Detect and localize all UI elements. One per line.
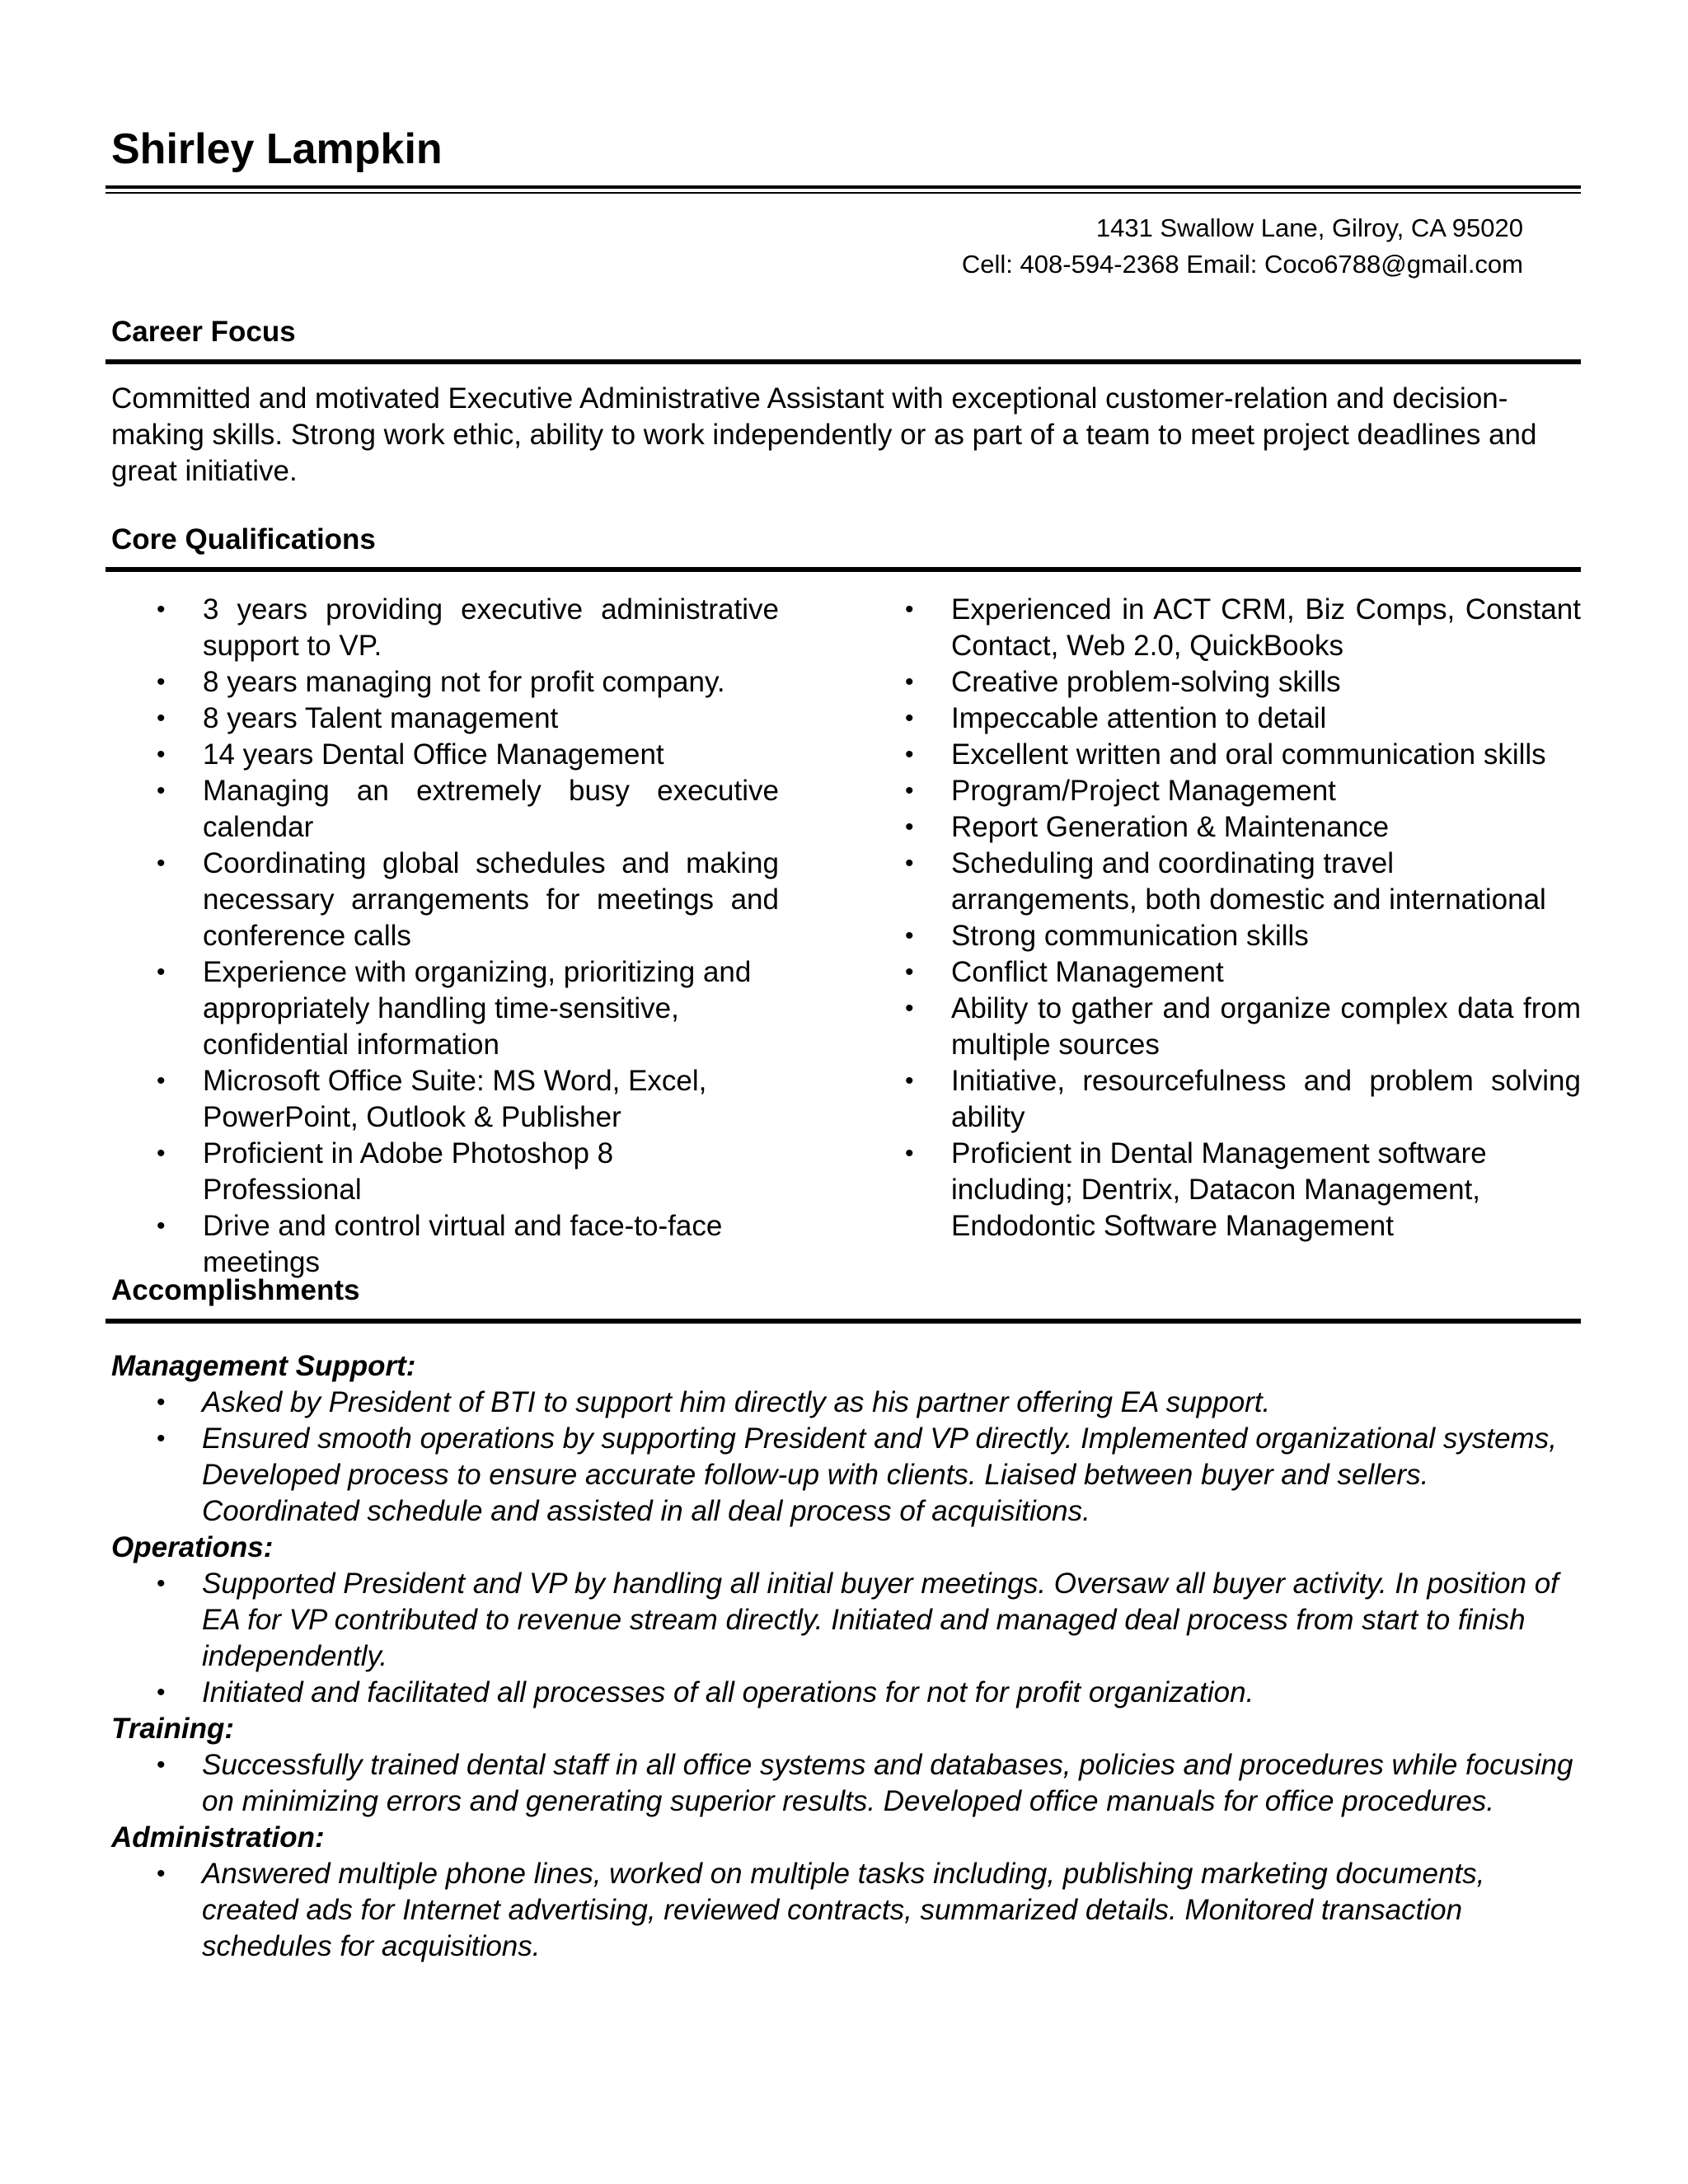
list-item: • Answered multiple phone lines, worked on multiple tasks including, publishing marketing documents, created ads for Internet advertising, reviewed contracts, summarized details. Monitored transaction schedules for acquisitions.	[111, 1856, 1587, 1965]
qualifications-right-list	[905, 592, 1581, 1244]
list-item: • Drive and control virtual and face-to-face meetings	[157, 1208, 779, 1281]
list-item: • Managing an extremely busy executive calendar	[157, 773, 779, 846]
list-item: • Coordinating global schedules and making necessary arrangements for meetings and conference calls	[157, 846, 779, 954]
career-focus-divider	[106, 359, 1581, 364]
category-operations: Operations:	[111, 1531, 274, 1563]
list-item: • Asked by President of BTI to support him directly as his partner offering EA support.	[111, 1385, 1587, 1421]
list-item: • Scheduling and coordinating travel arrangements, both domestic and international	[905, 846, 1581, 918]
list-item: • Report Generation & Maintenance	[905, 809, 1581, 846]
list-item: • Ensured smooth operations by supporting President and VP directly. Implemented organizational systems, Developed process to ensure accurate follow-up with clients. Liaised between buyer and sellers. Coordinated schedule and assisted in all deal process of acquisitions.	[111, 1421, 1587, 1530]
list-item: • Strong communication skills	[905, 918, 1581, 954]
core-qualifications-heading: Core Qualifications	[111, 523, 376, 555]
candidate-name: Shirley Lampkin	[111, 125, 443, 173]
category-management-support: Management Support:	[111, 1350, 416, 1382]
list-item: • Proficient in Dental Management software including; Dentrix, Datacon Management, Endodontic Software Management	[905, 1136, 1581, 1244]
list-item: • Program/Project Management	[905, 773, 1581, 809]
contact-block	[962, 210, 1523, 283]
list-item: • 8 years Talent management	[157, 701, 779, 737]
list-item: • Excellent written and oral communication skills	[905, 737, 1581, 773]
list-item: • Microsoft Office Suite: MS Word, Excel, PowerPoint, Outlook & Publisher	[157, 1063, 779, 1136]
operations-list	[111, 1566, 1587, 1711]
list-item: • Ability to gather and organize complex data from multiple sources	[905, 991, 1581, 1063]
header-divider	[106, 185, 1581, 194]
qualifications-left-list	[157, 592, 779, 1281]
list-item: • Impeccable attention to detail	[905, 701, 1581, 737]
core-qualifications-divider	[106, 567, 1581, 572]
list-item: • Supported President and VP by handling all initial buyer meetings. Oversaw all buyer activity. In position of EA for VP contributed to revenue stream directly. Initiated and managed deal process from start to finish independently.	[111, 1566, 1587, 1675]
career-focus-heading: Career Focus	[111, 316, 296, 348]
list-item: • Proficient in Adobe Photoshop 8 Professional	[157, 1136, 779, 1208]
phone-email: Cell: 408-594-2368 Email: Coco6788@gmail.com	[961, 250, 1523, 279]
address: 1431 Swallow Lane, Gilroy, CA 95020	[1095, 213, 1523, 242]
category-administration: Administration:	[111, 1821, 325, 1854]
list-item: • Initiated and facilitated all processes of all operations for not for profit organization.	[111, 1675, 1587, 1711]
accomplishments-divider	[106, 1319, 1581, 1324]
list-item: • Successfully trained dental staff in all office systems and databases, policies and procedures while focusing on minimizing errors and generating superior results. Developed office manuals for office procedures.	[111, 1747, 1587, 1820]
list-item: • Initiative, resourcefulness and problem solving ability	[905, 1063, 1581, 1136]
list-item: • 8 years managing not for profit company.	[157, 664, 779, 701]
career-focus-text: Committed and motivated Executive Administrative Assistant with exceptional customer-relation and decision-making skills. Strong work ethic, ability to work independently or as part of a team to meet project deadlines and great initiative.	[111, 382, 1537, 487]
list-item: • Experience with organizing, prioritizing and appropriately handling time-sensitive, confidential information	[157, 954, 779, 1063]
list-item: • Experienced in ACT CRM, Biz Comps, Constant Contact, Web 2.0, QuickBooks	[905, 592, 1581, 664]
management-support-list	[111, 1385, 1587, 1530]
list-item: • 14 years Dental Office Management	[157, 737, 779, 773]
administration-list	[111, 1856, 1587, 1965]
accomplishments-body	[111, 1348, 1587, 1965]
list-item: • Creative problem-solving skills	[905, 664, 1581, 701]
training-list	[111, 1747, 1587, 1820]
accomplishments-heading: Accomplishments	[111, 1274, 360, 1306]
category-training: Training:	[111, 1713, 235, 1745]
list-item: • Conflict Management	[905, 954, 1581, 991]
list-item: • 3 years providing executive administrative support to VP.	[157, 592, 779, 664]
